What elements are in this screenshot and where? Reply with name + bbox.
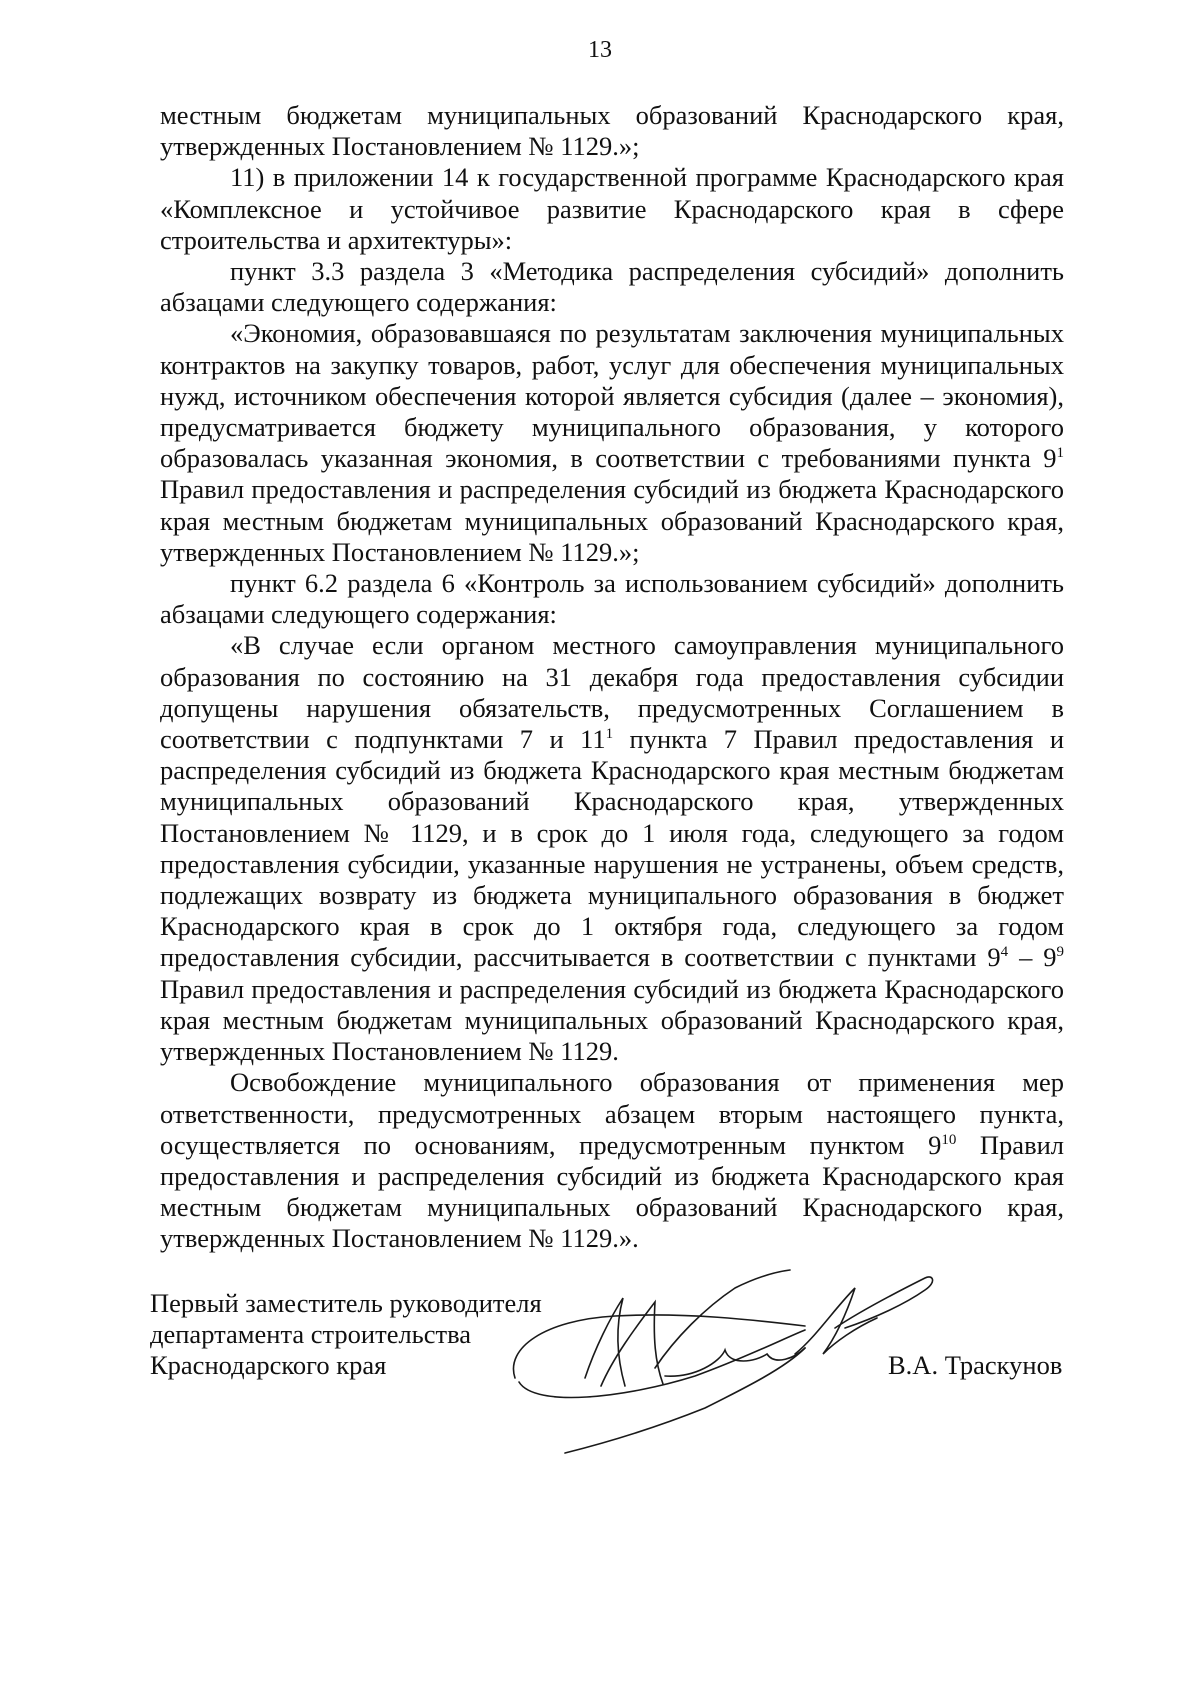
- paragraph: [160, 1067, 1064, 1254]
- paragraph: [160, 162, 1064, 256]
- text-run: Правил предоставления и распределения субсидий из бюджета Краснодарского края местным бюджетам муниципальных образований Краснодарского края, утвержденных Постановлением № 1129.: [160, 973, 1064, 1067]
- document-body: [160, 100, 1064, 1255]
- text-run: «В случае если органом местного самоуправления муниципального образования по состоянию на 31 декабря года предоставления субсидии допущены нарушения обязательств, предусмотренных Соглашением в соответствии с подпунктами 7 и 11: [160, 630, 1064, 755]
- superscript: 1: [605, 726, 614, 743]
- text-run: Правил предоставления и распределения субсидий из бюджета Краснодарского края местным бюджетам муниципальных образований Краснодарского края, утвержденных Постановлением № 1129.».: [160, 1129, 1064, 1254]
- text-run: пункт 6.2 раздела 6 «Контроль за использованием субсидий» дополнить абзацами следующего содержания:: [160, 568, 1064, 630]
- text-run: местным бюджетам муниципальных образований Краснодарского края, утвержденных Постановлением № 1129.»;: [160, 100, 1064, 162]
- superscript: 4: [1000, 944, 1009, 961]
- paragraph: [160, 568, 1064, 630]
- text-run: Правил предоставления и распределения субсидий из бюджета Краснодарского края местным бюджетам муниципальных образований Краснодарского края, утвержденных Постановлением № 1129.»;: [160, 474, 1064, 567]
- signer-position-line: Первый заместитель руководителя: [150, 1288, 542, 1318]
- superscript: 1: [1056, 445, 1064, 462]
- paragraph: [160, 256, 1064, 318]
- paragraph: [160, 630, 1064, 1067]
- text-run: пункт 3.3 раздела 3 «Методика распределения субсидий» дополнить абзацами следующего содержания:: [160, 256, 1064, 318]
- signer-name: В.А. Траскунов: [888, 1350, 1063, 1380]
- signer-position: [150, 1288, 542, 1381]
- text-run: пункта 7 Правил предоставления и распределения субсидий из бюджета Краснодарского края местным бюджетам муниципальных образований Краснодарского края, утвержденных Постановлением № 1129, и в срок до 1 июля года, следующего за годом предоставления субсидии, указанные нарушения не устранены, объем средств, подлежащих возврату из бюджета муниципального образования в бюджет Краснодарского края в срок до 1 октября года, следующего за годом предоставления субсидии, рассчитывается в соответствии с пунктами 9: [160, 724, 1064, 973]
- text-run: Освобождение муниципального образования от применения мер ответственности, предусмотренных абзацем вторым настоящего пункта, осуществляется по основаниям, предусмотренным пунктом 9: [160, 1067, 1064, 1160]
- signer-position-line: Краснодарского края: [150, 1350, 387, 1380]
- text-run: – 9: [1008, 942, 1057, 973]
- paragraph: [160, 318, 1064, 568]
- text-run: 11) в приложении 14 к государственной программе Краснодарского края «Комплексное и устойчивое развитие Краснодарского края в сфере строительства и архитектуры»:: [160, 162, 1064, 255]
- signer-position-line: департамента строительства: [150, 1319, 472, 1349]
- handwritten-signature: [505, 1258, 945, 1458]
- text-run: «Экономия, образовавшаяся по результатам заключения муниципальных контрактов на закупку товаров, работ, услуг для обеспечения муниципальных нужд, источником обеспечения которой является субсидия (далее – экономия), предусматривается бюджету муниципального образования, у которого образовалась указанная экономия, в соответствии с требованиями пункта 9: [160, 318, 1064, 474]
- superscript: 10: [941, 1131, 957, 1148]
- page-number: 13: [588, 37, 612, 63]
- paragraph: [160, 100, 1064, 162]
- superscript: 9: [1056, 944, 1065, 961]
